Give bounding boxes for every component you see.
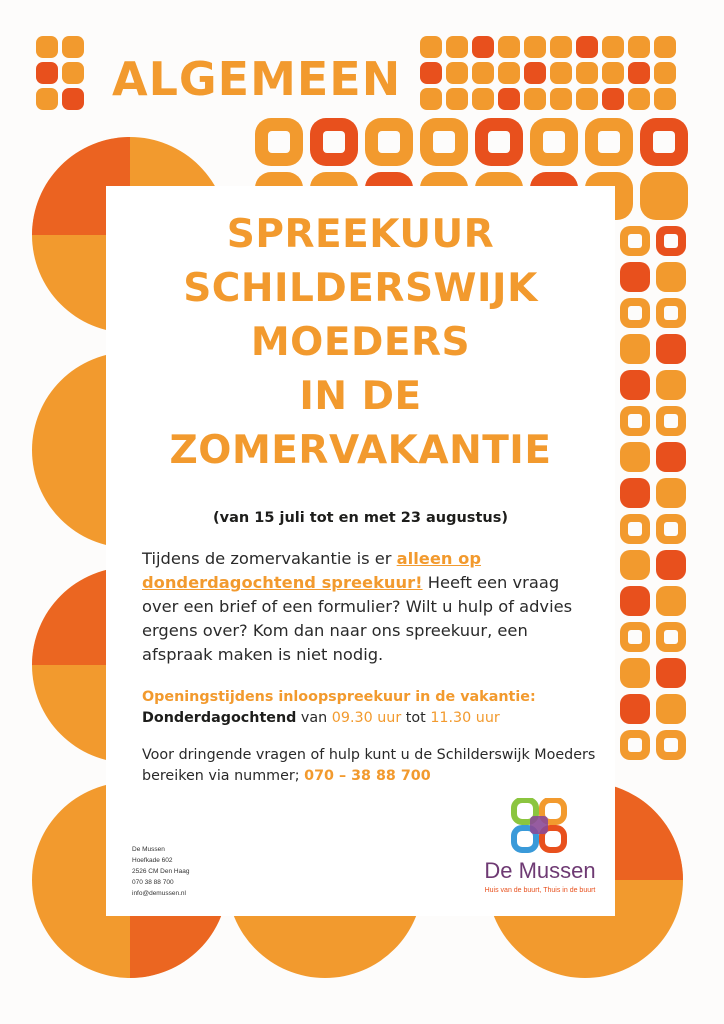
title-line: IN DE [299,374,422,419]
intro-part2: Heeft een vraag over een brief of een formulier? Wilt u hulp of advies ergens over? Kom dan naar ons spreekuur, een afspraak maken is niet nodig. [142,573,573,664]
urgent-text: Voor dringende vragen of hulp kunt u de Schilderswijk Moeders bereiken via nummer; [142,747,596,784]
decorative-squares-topleft [36,36,84,110]
category-label: ALGEMEEN [112,52,402,106]
intro-part1: Tijdens de zomervakantie is er [142,549,397,568]
address-line: 070 38 88 700 [132,879,174,886]
decorative-squares-topright [420,36,676,110]
date-range: (van 15 juli tot en met 23 augustus) [213,510,508,526]
intro-highlight-link[interactable]: alleen op donderdagochtend spreekuur! [142,549,481,592]
opening-day: Donderdagochtend [142,710,297,726]
address-line: info@demussen.nl [132,890,186,897]
address-line: 2526 CM Den Haag [132,868,190,875]
title-line: ZOMERVAKANTIE [169,428,552,473]
logo-mark-icon [510,798,570,854]
intro-text [142,547,592,667]
opening-to-word: tot [401,710,431,726]
opening-start: 09.30 uur [331,710,402,726]
opening-times [142,707,602,729]
address-block [132,844,189,899]
opening-heading: Openingstijdens inloopspreekuur in de vakantie: [142,689,536,705]
page-title [106,208,615,478]
de-mussen-logo [470,796,610,906]
title-line: MOEDERS [250,320,471,365]
opening-from-word: van [296,710,332,726]
address-line: De Mussen [132,846,165,853]
opening-end: 11.30 uur [430,710,500,726]
logo-tagline: Huis van de buurt, Thuis in de buurt [484,887,596,894]
content-card [106,186,615,916]
title-line: SCHILDERSWIJK [183,266,538,311]
logo-name: De Mussen [484,858,596,883]
urgent-phone: 070 – 38 88 700 [304,768,431,784]
urgent-contact-text [142,745,602,787]
title-line: SPREEKUUR [226,212,495,257]
address-line: Hoefkade 602 [132,857,173,864]
